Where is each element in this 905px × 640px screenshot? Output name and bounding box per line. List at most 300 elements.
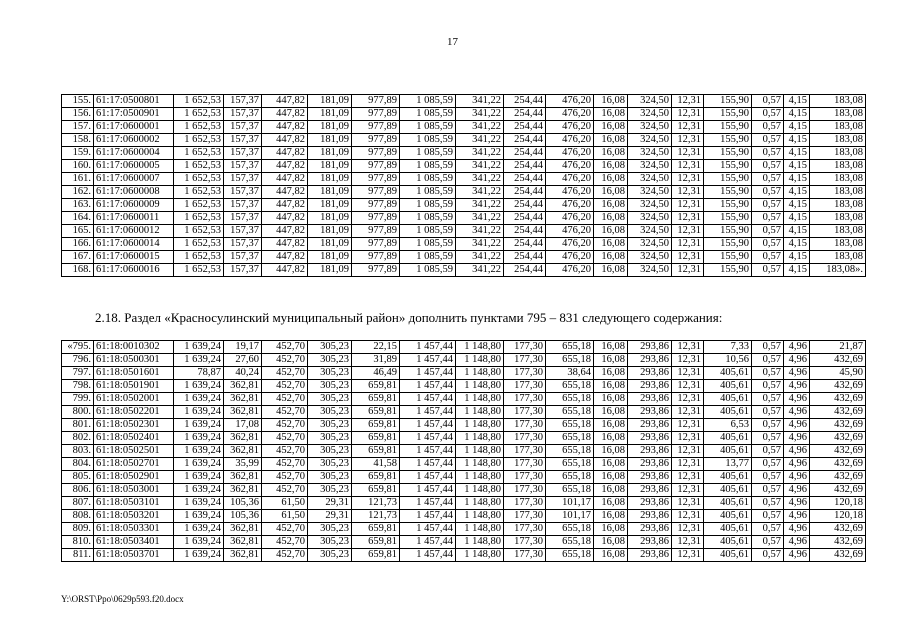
value-cell: 155,90 <box>704 212 752 225</box>
value-cell: 0,57 <box>752 367 784 380</box>
value-cell: 476,20 <box>546 251 594 264</box>
value-cell: 254,44 <box>504 147 546 160</box>
value-cell: 181,09 <box>308 186 352 199</box>
value-cell: 155,90 <box>704 238 752 251</box>
value-cell: 1 652,53 <box>174 134 224 147</box>
value-cell: 405,61 <box>704 484 752 497</box>
table-row <box>62 549 866 562</box>
value-cell: 157,37 <box>224 251 262 264</box>
value-cell: 305,23 <box>308 484 352 497</box>
value-cell: 305,23 <box>308 354 352 367</box>
value-cell: 254,44 <box>504 160 546 173</box>
value-cell: 1 652,53 <box>174 264 224 277</box>
value-cell: 1 085,59 <box>400 95 456 108</box>
value-cell: 1 639,24 <box>174 354 224 367</box>
cadastral-block-cell: 61:17:0600012 <box>94 225 174 238</box>
value-cell: 181,09 <box>308 160 352 173</box>
value-cell: 341,22 <box>456 95 504 108</box>
value-cell: 341,22 <box>456 251 504 264</box>
value-cell: 1 457,44 <box>400 536 456 549</box>
value-cell: 155,90 <box>704 121 752 134</box>
value-cell: 405,61 <box>704 367 752 380</box>
value-cell: 183,08 <box>810 225 866 238</box>
value-cell: 432,69 <box>810 380 866 393</box>
value-cell: 659,81 <box>352 471 400 484</box>
value-cell: 1 085,59 <box>400 173 456 186</box>
value-cell: 78,87 <box>174 367 224 380</box>
tariff-table-krasnosulinsky-prev <box>61 94 866 277</box>
value-cell: 362,81 <box>224 536 262 549</box>
row-number-cell: 810. <box>62 536 94 549</box>
value-cell: 447,82 <box>262 186 308 199</box>
value-cell: 1 148,80 <box>456 510 504 523</box>
value-cell: 4,96 <box>784 354 810 367</box>
value-cell: 0,57 <box>752 160 784 173</box>
value-cell: 12,31 <box>672 264 704 277</box>
value-cell: 977,89 <box>352 212 400 225</box>
table-row <box>62 406 866 419</box>
value-cell: 1 639,24 <box>174 432 224 445</box>
table-body <box>62 95 866 277</box>
value-cell: 4,96 <box>784 523 810 536</box>
value-cell: 659,81 <box>352 484 400 497</box>
value-cell: 0,57 <box>752 393 784 406</box>
value-cell: 1 652,53 <box>174 238 224 251</box>
value-cell: 659,81 <box>352 406 400 419</box>
value-cell: 16,08 <box>594 160 628 173</box>
value-cell: 12,31 <box>672 484 704 497</box>
value-cell: 305,23 <box>308 432 352 445</box>
value-cell: 432,69 <box>810 445 866 458</box>
value-cell: 305,23 <box>308 393 352 406</box>
value-cell: 324,50 <box>628 199 672 212</box>
cadastral-block-cell: 61:18:0502301 <box>94 419 174 432</box>
value-cell: 293,86 <box>628 354 672 367</box>
value-cell: 1 148,80 <box>456 484 504 497</box>
value-cell: 254,44 <box>504 108 546 121</box>
value-cell: 452,70 <box>262 419 308 432</box>
table-row <box>62 536 866 549</box>
table-row <box>62 341 866 354</box>
value-cell: 12,31 <box>672 497 704 510</box>
value-cell: 0,57 <box>752 173 784 186</box>
value-cell: 181,09 <box>308 121 352 134</box>
value-cell: 362,81 <box>224 393 262 406</box>
value-cell: 432,69 <box>810 406 866 419</box>
table-row <box>62 445 866 458</box>
value-cell: 183,08 <box>810 134 866 147</box>
value-cell: 293,86 <box>628 406 672 419</box>
row-number-cell: 158. <box>62 134 94 147</box>
value-cell: 0,57 <box>752 354 784 367</box>
value-cell: 177,30 <box>504 523 546 536</box>
value-cell: 155,90 <box>704 160 752 173</box>
value-cell: 0,57 <box>752 380 784 393</box>
value-cell: 362,81 <box>224 406 262 419</box>
table-row <box>62 173 866 186</box>
value-cell: 655,18 <box>546 354 594 367</box>
value-cell: 1 457,44 <box>400 354 456 367</box>
value-cell: 16,08 <box>594 549 628 562</box>
value-cell: 4,96 <box>784 445 810 458</box>
value-cell: 4,15 <box>784 121 810 134</box>
value-cell: 181,09 <box>308 251 352 264</box>
row-number-cell: 809. <box>62 523 94 536</box>
value-cell: 4,96 <box>784 406 810 419</box>
value-cell: 1 639,24 <box>174 341 224 354</box>
table-row <box>62 186 866 199</box>
value-cell: 405,61 <box>704 549 752 562</box>
cadastral-block-cell: 61:17:0600002 <box>94 134 174 147</box>
value-cell: 19,17 <box>224 341 262 354</box>
value-cell: 61,50 <box>262 497 308 510</box>
table-row <box>62 160 866 173</box>
value-cell: 155,90 <box>704 108 752 121</box>
value-cell: 183,08 <box>810 251 866 264</box>
value-cell: 31,89 <box>352 354 400 367</box>
value-cell: 4,15 <box>784 238 810 251</box>
value-cell: 324,50 <box>628 212 672 225</box>
row-number-cell: 160. <box>62 160 94 173</box>
value-cell: 1 148,80 <box>456 471 504 484</box>
cadastral-block-cell: 61:17:0600016 <box>94 264 174 277</box>
value-cell: 0,57 <box>752 108 784 121</box>
row-number-cell: 166. <box>62 238 94 251</box>
row-number-cell: 167. <box>62 251 94 264</box>
value-cell: 13,77 <box>704 458 752 471</box>
cadastral-block-cell: 61:18:0010302 <box>94 341 174 354</box>
value-cell: 16,08 <box>594 173 628 186</box>
value-cell: 293,86 <box>628 380 672 393</box>
value-cell: 177,30 <box>504 471 546 484</box>
value-cell: 1 085,59 <box>400 160 456 173</box>
cadastral-block-cell: 61:18:0501901 <box>94 380 174 393</box>
value-cell: 12,31 <box>672 147 704 160</box>
value-cell: 1 085,59 <box>400 238 456 251</box>
value-cell: 324,50 <box>628 134 672 147</box>
value-cell: 659,81 <box>352 445 400 458</box>
value-cell: 305,23 <box>308 536 352 549</box>
table-row <box>62 523 866 536</box>
value-cell: 183,08 <box>810 199 866 212</box>
value-cell: 293,86 <box>628 367 672 380</box>
value-cell: 12,31 <box>672 406 704 419</box>
value-cell: 659,81 <box>352 549 400 562</box>
value-cell: 0,57 <box>752 549 784 562</box>
value-cell: 16,08 <box>594 95 628 108</box>
value-cell: 305,23 <box>308 471 352 484</box>
value-cell: 1 148,80 <box>456 523 504 536</box>
value-cell: 12,31 <box>672 380 704 393</box>
value-cell: 12,31 <box>672 134 704 147</box>
value-cell: 1 457,44 <box>400 406 456 419</box>
value-cell: 181,09 <box>308 173 352 186</box>
value-cell: 12,31 <box>672 393 704 406</box>
value-cell: 183,08 <box>810 238 866 251</box>
row-number-cell: «795. <box>62 341 94 354</box>
value-cell: 1 652,53 <box>174 186 224 199</box>
value-cell: 977,89 <box>352 173 400 186</box>
value-cell: 12,31 <box>672 173 704 186</box>
value-cell: 1 639,24 <box>174 484 224 497</box>
value-cell: 16,08 <box>594 238 628 251</box>
value-cell: 1 085,59 <box>400 134 456 147</box>
value-cell: 293,86 <box>628 484 672 497</box>
cadastral-block-cell: 61:17:0600015 <box>94 251 174 264</box>
value-cell: 16,08 <box>594 354 628 367</box>
value-cell: 405,61 <box>704 393 752 406</box>
value-cell: 1 148,80 <box>456 549 504 562</box>
value-cell: 432,69 <box>810 354 866 367</box>
value-cell: 293,86 <box>628 549 672 562</box>
value-cell: 432,69 <box>810 523 866 536</box>
value-cell: 1 652,53 <box>174 108 224 121</box>
value-cell: 4,15 <box>784 147 810 160</box>
value-cell: 12,31 <box>672 225 704 238</box>
value-cell: 4,96 <box>784 458 810 471</box>
tariff-table-krasnosulinsky-new <box>61 340 866 562</box>
value-cell: 45,90 <box>810 367 866 380</box>
value-cell: 29,31 <box>308 497 352 510</box>
value-cell: 181,09 <box>308 264 352 277</box>
cadastral-block-cell: 61:17:0500801 <box>94 95 174 108</box>
table-row <box>62 419 866 432</box>
table-row <box>62 367 866 380</box>
cadastral-block-cell: 61:18:0502501 <box>94 445 174 458</box>
value-cell: 977,89 <box>352 186 400 199</box>
value-cell: 362,81 <box>224 380 262 393</box>
value-cell: 181,09 <box>308 147 352 160</box>
value-cell: 1 148,80 <box>456 406 504 419</box>
value-cell: 452,70 <box>262 380 308 393</box>
value-cell: 183,08 <box>810 95 866 108</box>
table-row <box>62 251 866 264</box>
value-cell: 341,22 <box>456 186 504 199</box>
value-cell: 324,50 <box>628 251 672 264</box>
value-cell: 16,08 <box>594 406 628 419</box>
value-cell: 1 639,24 <box>174 393 224 406</box>
value-cell: 157,37 <box>224 173 262 186</box>
value-cell: 29,31 <box>308 510 352 523</box>
value-cell: 977,89 <box>352 147 400 160</box>
value-cell: 1 457,44 <box>400 419 456 432</box>
value-cell: 341,22 <box>456 238 504 251</box>
value-cell: 177,30 <box>504 536 546 549</box>
value-cell: 157,37 <box>224 121 262 134</box>
table-row <box>62 458 866 471</box>
value-cell: 101,17 <box>546 510 594 523</box>
value-cell: 1 639,24 <box>174 523 224 536</box>
value-cell: 476,20 <box>546 238 594 251</box>
value-cell: 16,08 <box>594 458 628 471</box>
value-cell: 1 652,53 <box>174 225 224 238</box>
value-cell: 476,20 <box>546 173 594 186</box>
cadastral-block-cell: 61:18:0502901 <box>94 471 174 484</box>
value-cell: 1 639,24 <box>174 536 224 549</box>
row-number-cell: 155. <box>62 95 94 108</box>
value-cell: 293,86 <box>628 497 672 510</box>
value-cell: 362,81 <box>224 471 262 484</box>
value-cell: 4,96 <box>784 471 810 484</box>
value-cell: 4,15 <box>784 95 810 108</box>
table-row <box>62 484 866 497</box>
value-cell: 655,18 <box>546 536 594 549</box>
value-cell: 362,81 <box>224 523 262 536</box>
value-cell: 177,30 <box>504 380 546 393</box>
value-cell: 405,61 <box>704 406 752 419</box>
value-cell: 655,18 <box>546 419 594 432</box>
value-cell: 305,23 <box>308 367 352 380</box>
value-cell: 0,57 <box>752 121 784 134</box>
value-cell: 405,61 <box>704 445 752 458</box>
cadastral-block-cell: 61:18:0503201 <box>94 510 174 523</box>
row-number-cell: 164. <box>62 212 94 225</box>
value-cell: 452,70 <box>262 458 308 471</box>
value-cell: 432,69 <box>810 432 866 445</box>
value-cell: 293,86 <box>628 510 672 523</box>
value-cell: 977,89 <box>352 160 400 173</box>
value-cell: 181,09 <box>308 199 352 212</box>
value-cell: 1 085,59 <box>400 264 456 277</box>
value-cell: 183,08 <box>810 108 866 121</box>
value-cell: 1 085,59 <box>400 225 456 238</box>
table-row <box>62 212 866 225</box>
table-row <box>62 393 866 406</box>
value-cell: 16,08 <box>594 212 628 225</box>
value-cell: 1 639,24 <box>174 471 224 484</box>
value-cell: 0,57 <box>752 134 784 147</box>
value-cell: 405,61 <box>704 471 752 484</box>
value-cell: 341,22 <box>456 134 504 147</box>
value-cell: 655,18 <box>546 406 594 419</box>
row-number-cell: 796. <box>62 354 94 367</box>
value-cell: 155,90 <box>704 186 752 199</box>
value-cell: 61,50 <box>262 510 308 523</box>
value-cell: 1 148,80 <box>456 341 504 354</box>
value-cell: 0,57 <box>752 484 784 497</box>
value-cell: 157,37 <box>224 95 262 108</box>
value-cell: 46,49 <box>352 367 400 380</box>
value-cell: 1 148,80 <box>456 380 504 393</box>
value-cell: 1 085,59 <box>400 199 456 212</box>
value-cell: 1 639,24 <box>174 380 224 393</box>
row-number-cell: 159. <box>62 147 94 160</box>
value-cell: 655,18 <box>546 380 594 393</box>
value-cell: 977,89 <box>352 238 400 251</box>
value-cell: 1 457,44 <box>400 445 456 458</box>
value-cell: 254,44 <box>504 173 546 186</box>
cadastral-block-cell: 61:18:0503101 <box>94 497 174 510</box>
value-cell: 341,22 <box>456 173 504 186</box>
value-cell: 177,30 <box>504 549 546 562</box>
value-cell: 1 457,44 <box>400 484 456 497</box>
value-cell: 12,31 <box>672 354 704 367</box>
value-cell: 16,08 <box>594 147 628 160</box>
value-cell: 405,61 <box>704 523 752 536</box>
page-number: 17 <box>447 36 458 48</box>
value-cell: 341,22 <box>456 160 504 173</box>
footer-file-path: Y:\ORST\Ppo\0629p593.f20.docx <box>61 594 184 604</box>
value-cell: 1 148,80 <box>456 367 504 380</box>
value-cell: 1 085,59 <box>400 108 456 121</box>
value-cell: 1 652,53 <box>174 212 224 225</box>
value-cell: 0,57 <box>752 147 784 160</box>
value-cell: 177,30 <box>504 406 546 419</box>
value-cell: 183,08 <box>810 121 866 134</box>
value-cell: 1 639,24 <box>174 510 224 523</box>
value-cell: 447,82 <box>262 95 308 108</box>
value-cell: 476,20 <box>546 160 594 173</box>
value-cell: 0,57 <box>752 497 784 510</box>
value-cell: 183,08 <box>810 186 866 199</box>
value-cell: 405,61 <box>704 380 752 393</box>
value-cell: 12,31 <box>672 95 704 108</box>
value-cell: 16,08 <box>594 121 628 134</box>
value-cell: 341,22 <box>456 108 504 121</box>
table-row <box>62 264 866 277</box>
value-cell: 4,15 <box>784 134 810 147</box>
table-row <box>62 510 866 523</box>
value-cell: 655,18 <box>546 484 594 497</box>
value-cell: 12,31 <box>672 121 704 134</box>
cadastral-block-cell: 61:18:0502201 <box>94 406 174 419</box>
cadastral-block-cell: 61:17:0600008 <box>94 186 174 199</box>
row-number-cell: 163. <box>62 199 94 212</box>
value-cell: 476,20 <box>546 134 594 147</box>
value-cell: 177,30 <box>504 354 546 367</box>
value-cell: 12,31 <box>672 341 704 354</box>
value-cell: 452,70 <box>262 367 308 380</box>
value-cell: 157,37 <box>224 186 262 199</box>
value-cell: 27,60 <box>224 354 262 367</box>
value-cell: 0,57 <box>752 186 784 199</box>
value-cell: 293,86 <box>628 458 672 471</box>
value-cell: 1 148,80 <box>456 354 504 367</box>
cadastral-block-cell: 61:17:0600009 <box>94 199 174 212</box>
cadastral-block-cell: 61:18:0503301 <box>94 523 174 536</box>
value-cell: 476,20 <box>546 225 594 238</box>
value-cell: 447,82 <box>262 199 308 212</box>
cadastral-block-cell: 61:17:0500901 <box>94 108 174 121</box>
value-cell: 1 652,53 <box>174 160 224 173</box>
row-number-cell: 162. <box>62 186 94 199</box>
value-cell: 659,81 <box>352 432 400 445</box>
value-cell: 1 457,44 <box>400 497 456 510</box>
value-cell: 12,31 <box>672 251 704 264</box>
row-number-cell: 799. <box>62 393 94 406</box>
value-cell: 1 457,44 <box>400 380 456 393</box>
value-cell: 4,15 <box>784 251 810 264</box>
value-cell: 452,70 <box>262 341 308 354</box>
value-cell: 977,89 <box>352 134 400 147</box>
value-cell: 341,22 <box>456 121 504 134</box>
value-cell: 452,70 <box>262 354 308 367</box>
value-cell: 6,53 <box>704 419 752 432</box>
value-cell: 476,20 <box>546 212 594 225</box>
value-cell: 0,57 <box>752 432 784 445</box>
value-cell: 476,20 <box>546 108 594 121</box>
value-cell: 655,18 <box>546 549 594 562</box>
value-cell: 0,57 <box>752 264 784 277</box>
value-cell: 4,96 <box>784 497 810 510</box>
value-cell: 341,22 <box>456 264 504 277</box>
value-cell: 105,36 <box>224 497 262 510</box>
value-cell: 16,08 <box>594 471 628 484</box>
value-cell: 362,81 <box>224 549 262 562</box>
value-cell: 0,57 <box>752 212 784 225</box>
value-cell: 4,15 <box>784 199 810 212</box>
table-row <box>62 238 866 251</box>
